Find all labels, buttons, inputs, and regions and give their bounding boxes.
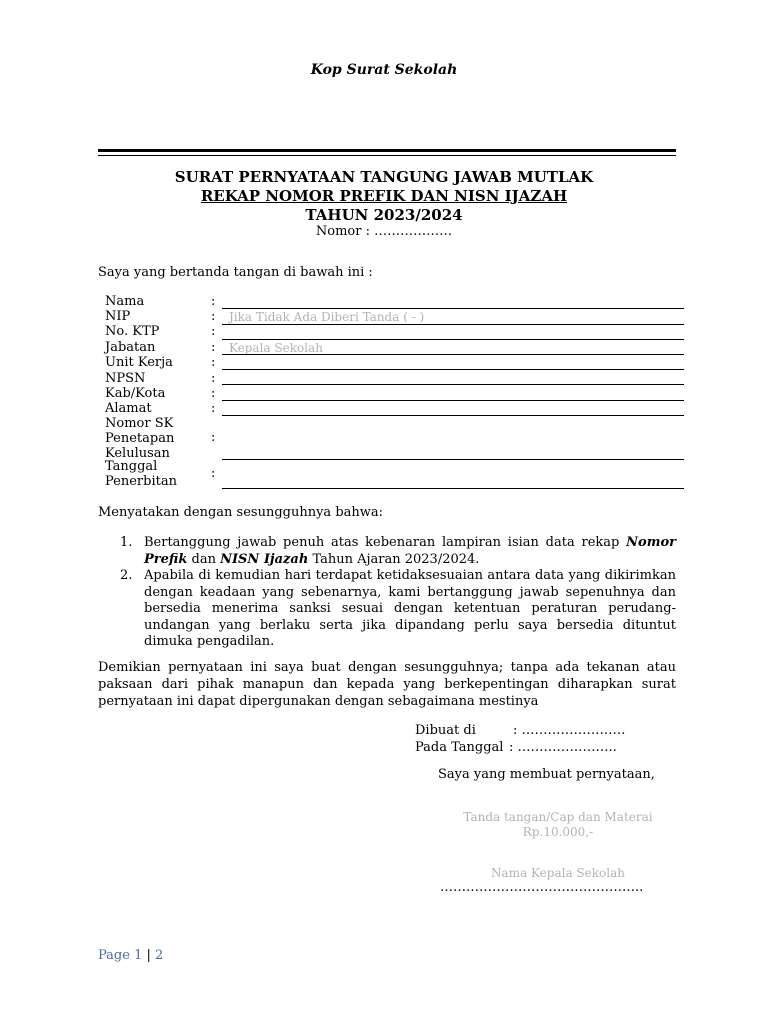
page-label: Page	[98, 948, 130, 963]
field-label-unit-kerja: Unit Kerja	[105, 355, 173, 370]
place-value[interactable]: : ……………………	[513, 723, 626, 738]
place-label: Dibuat di	[415, 723, 476, 738]
emphasis-nisn-ijazah: NISN Ijazah	[220, 551, 309, 567]
field-colon: :	[211, 371, 216, 386]
field-hint-jabatan: Kepala Sekolah	[229, 341, 323, 355]
header-rule-thin	[98, 155, 676, 156]
page-total: 2	[155, 948, 164, 963]
field-label-line: Penetapan	[105, 431, 175, 446]
stamp-placeholder-line-2: Rp.10.000,-	[522, 825, 594, 839]
field-label-ktp: No. KTP	[105, 324, 160, 339]
list-item-2: Apabila di kemudian hari terdapat ketidaksesuaian antara data yang dikirimkan dengan keadaan yang sebenarnya, kami bertanggung jawab sepenuhnya dan bersedia menerima sanksi sesuai dengan ketentuan peraturan perudang-undangan yang berlaku serta jika dipandang perlu saya bersedia dituntut dimuka pengadilan.	[144, 568, 676, 649]
field-line-nomor-sk[interactable]	[222, 459, 684, 460]
list-item-number: 2.	[120, 568, 133, 583]
field-line-tanggal[interactable]	[222, 488, 684, 489]
signer-name-line[interactable]: ………………………………………..	[440, 880, 644, 895]
field-colon: :	[211, 401, 216, 416]
letterhead-placeholder: Kop Surat Sekolah	[310, 62, 458, 78]
page-footer	[98, 948, 163, 963]
list-text: Tahun Ajaran 2023/2024.	[308, 551, 480, 567]
closing-paragraph: Demikian pernyataan ini saya buat dengan sesungguhnya; tanpa ada tekanan atau paksaan dari pihak manapun dan kepada yang berkepentingan diharapkan surat pernyataan ini dapat dipergunakan dengan sebagaimana mestinya	[98, 660, 676, 709]
field-colon: :	[211, 386, 216, 401]
emphasis-nomor-prefik: Nomor Prefik	[144, 535, 676, 567]
field-label-tanggal	[105, 459, 177, 489]
field-colon: :	[211, 294, 216, 309]
list-item-number: 1.	[120, 535, 133, 550]
document-title-line-3: TAHUN 2023/2024	[305, 206, 463, 224]
list-text: dan	[187, 551, 221, 567]
page-number: 1	[134, 948, 143, 963]
document-title-line-1: SURAT PERNYATAAN TANGUNG JAWAB MUTLAK	[174, 168, 594, 186]
signer-statement: Saya yang membuat pernyataan,	[438, 767, 655, 782]
field-line-kab-kota[interactable]	[222, 400, 684, 401]
field-line-jabatan[interactable]	[222, 354, 684, 355]
field-colon: :	[211, 324, 216, 339]
field-label-line: Kelulusan	[105, 446, 170, 461]
intro-text: Saya yang bertanda tangan di bawah ini :	[98, 265, 373, 280]
field-colon: :	[211, 309, 216, 324]
date-label: Pada Tanggal	[415, 740, 504, 755]
field-colon: :	[211, 340, 216, 355]
field-colon: :	[211, 355, 216, 370]
field-colon: :	[211, 430, 216, 445]
document-number: Nomor : ………………	[315, 224, 453, 239]
field-label-kab-kota: Kab/Kota	[105, 386, 166, 401]
field-label-npsn: NPSN	[105, 371, 146, 386]
field-label-line: Tanggal	[105, 459, 158, 474]
field-line-ktp[interactable]	[222, 339, 684, 340]
field-line-nip[interactable]	[222, 324, 684, 325]
field-line-nama[interactable]	[222, 308, 684, 309]
field-hint-nip: Jika Tidak Ada Diberi Tanda ( - )	[229, 310, 425, 324]
field-label-line: Nomor SK	[105, 416, 174, 431]
field-label-alamat: Alamat	[105, 401, 152, 416]
statement-intro: Menyatakan dengan sesungguhnya bahwa:	[98, 505, 384, 520]
header-rule-thick	[98, 149, 676, 152]
field-line-npsn[interactable]	[222, 384, 684, 385]
field-label-line: Penerbitan	[105, 474, 177, 489]
document-title-line-2: REKAP NOMOR PREFIK DAN NISN IJAZAH	[200, 187, 568, 205]
list-text: Bertanggung jawab penuh atas kebenaran lampiran isian data rekap	[144, 535, 627, 550]
field-label-nama: Nama	[105, 294, 145, 309]
stamp-placeholder-line-1: Tanda tangan/Cap dan Materai	[463, 810, 653, 824]
signer-name-hint: Nama Kepala Sekolah	[491, 866, 625, 880]
field-label-nip: NIP	[105, 309, 131, 324]
field-colon: :	[211, 466, 216, 481]
field-line-unit-kerja[interactable]	[222, 369, 684, 370]
field-label-nomor-sk	[105, 416, 174, 461]
list-item-1	[144, 535, 676, 568]
field-line-alamat[interactable]	[222, 415, 684, 416]
date-value[interactable]: : …………………..	[509, 740, 617, 755]
field-label-jabatan: Jabatan	[105, 340, 156, 355]
page-separator: |	[146, 948, 151, 963]
